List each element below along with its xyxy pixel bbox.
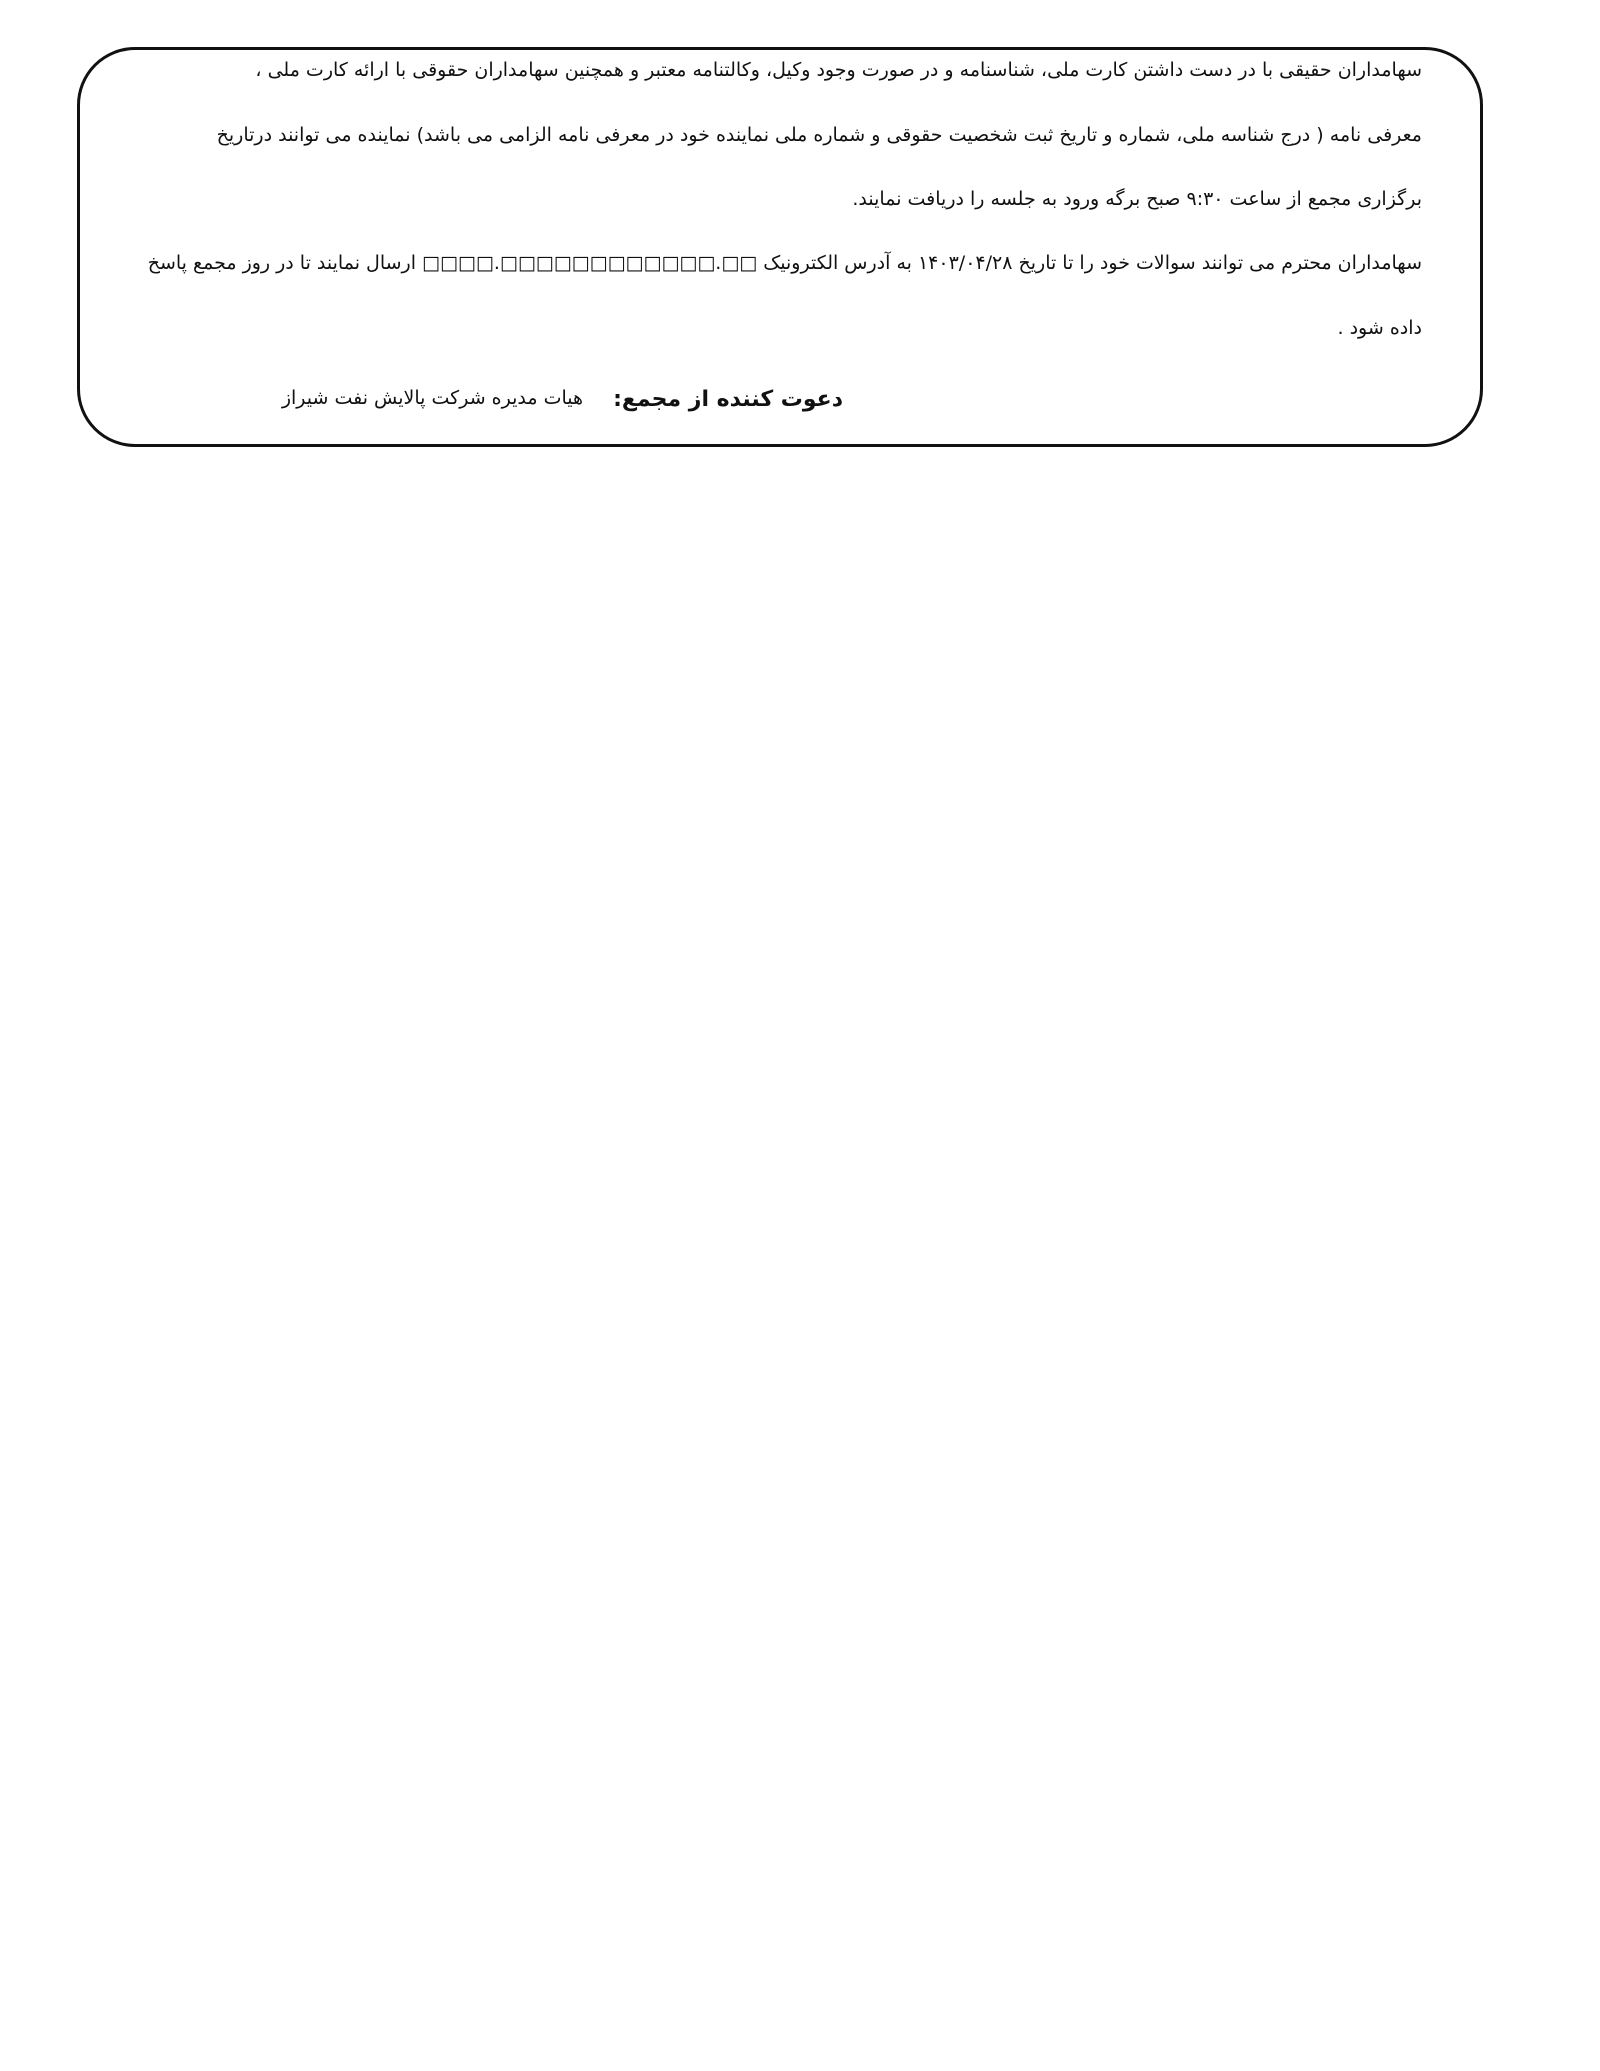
- signature-label: دعوت کننده از مجمع:: [613, 387, 843, 412]
- notice-line-1: سهامداران حقیقی با در دست داشتن کارت ملی، شناسنامه و در صورت وجود وکیل، وکالتنامه معتبر و همچنین سهامداران حقوقی با ارائه کارت ملی ،: [255, 59, 1422, 81]
- notice-line-2: معرفی نامه ( درج شناسه ملی، شماره و تاریخ ثبت شخصیت حقوقی و شماره ملی نماینده خود در معرفی نامه الزامی می باشد) نماینده می توانند درتاریخ: [216, 124, 1422, 146]
- signature-value: هیات مدیره شرکت پالایش نفت شیراز: [281, 387, 583, 409]
- notice-line-5: داده شود .: [1337, 317, 1422, 339]
- notice-line-3: برگزاری مجمع از ساعت ۹:۳۰ صبح برگه ورود به جلسه را دریافت نمایند.: [852, 188, 1422, 210]
- notice-line-4: سهامداران محترم می توانند سوالات خود را تا تاریخ ۱۴۰۳/۰۴/۲۸ به آدرس الکترونیک □□.□□□□□□□□□□□□.□□□□ ارسال نمایند تا در روز مجمع پاسخ: [147, 252, 1422, 274]
